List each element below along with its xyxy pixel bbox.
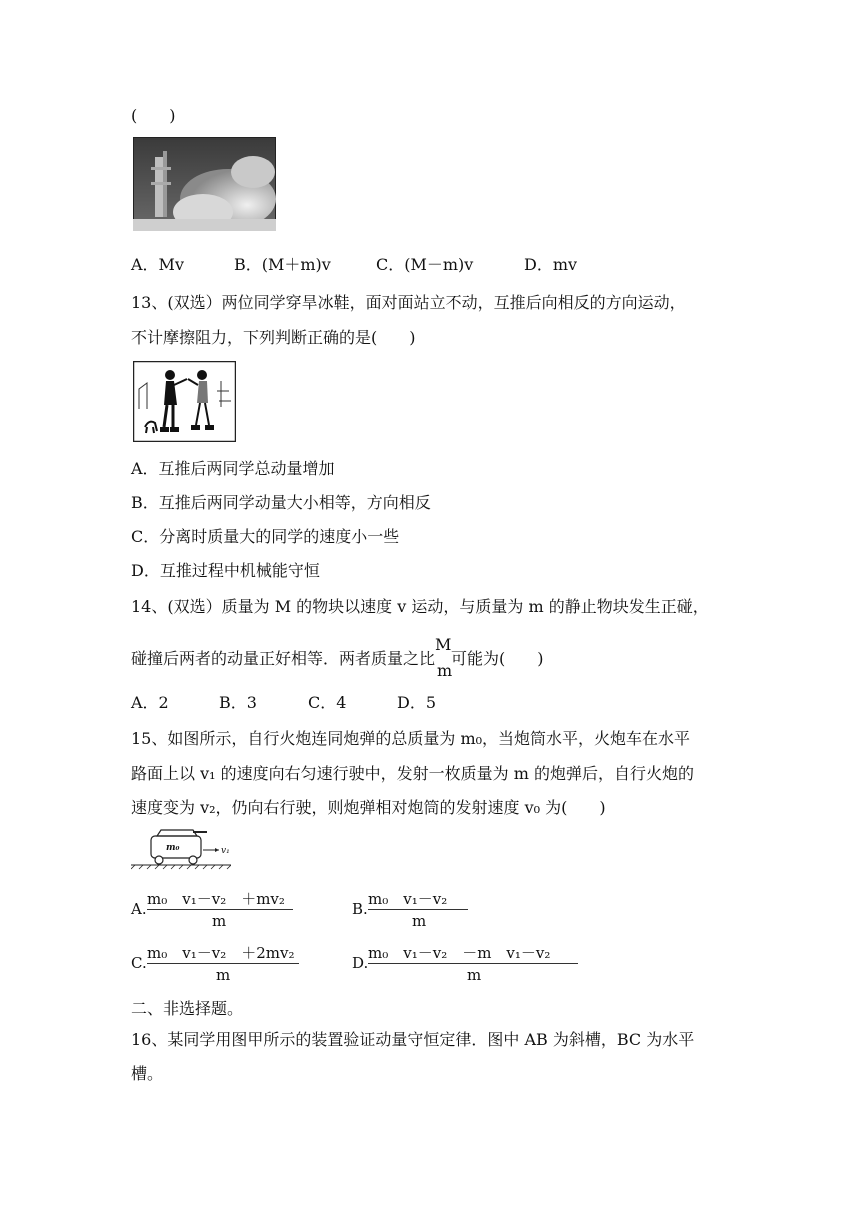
q15-option-c-numerator: m₀ v₁－v₂ ＋2mv₂ [147,944,295,962]
q14-fraction-numerator: M [435,635,452,654]
q15-option-d-label: D. [352,954,369,972]
q15-option-c-denominator: m [216,966,231,984]
q14-option-a[interactable]: A．2 [131,693,169,712]
q15-option-a-numerator: m₀ v₁－v₂ ＋mv₂ [147,890,285,908]
q15-option-a-fraction-bar [147,909,293,910]
q16-stem-line2: 槽。 [131,1064,164,1083]
q15-stem-line3: 速度变为 v₂，仍向右行驶，则炮弹相对炮筒的发射速度 v₀ 为( ) [131,798,606,817]
q13-option-a[interactable]: A．互推后两同学总动量增加 [131,459,335,478]
q13-option-c[interactable]: C．分离时质量大的同学的速度小一些 [131,527,400,546]
q12-option-c[interactable]: C．(M－m)v [376,255,474,274]
q12-options [131,255,577,275]
q12-option-a[interactable]: A．Mv [131,255,184,274]
q15-option-b-fraction-bar [368,909,468,910]
q15-option-d-denominator: m [467,966,482,984]
q14-option-c[interactable]: C．4 [308,693,347,712]
q15-option-b-numerator: m₀ v₁－v₂ [368,890,448,908]
vehicle-mass-label: m₀ [166,843,180,853]
q14-mass-ratio-fraction [435,635,453,680]
q15-option-d-fraction-bar [368,963,578,964]
q12-bracket: ( ) [131,106,176,125]
q15-option-b-label: B. [352,900,368,918]
q15-option-c-fraction-bar [147,963,299,964]
q16-stem-line1: 16、某同学用图甲所示的装置验证动量守恒定律．图中 AB 为斜槽，BC 为水平 [131,1030,695,1049]
q13-stem-line1: 13、(双选）两位同学穿旱冰鞋，面对面站立不动，互推后向相反的方向运动， [131,293,686,312]
q14-stem-line2 [131,635,544,680]
q12-option-d[interactable]: D．mv [524,255,578,274]
q14-stem-text: 碰撞后两者的动量正好相等．两者质量之比 [131,649,436,668]
q15-option-a-denominator: m [212,912,227,930]
q14-stem-tail: 可能为( ) [451,649,544,668]
rocket-launch-photo [133,137,276,231]
q14-stem-line1: 14、(双选）质量为 M 的物块以速度 v 运动，与质量为 m 的静止物块发生正碰， [131,597,709,616]
q14-fraction-denominator: m [437,661,453,680]
q15-stem-line2: 路面上以 v₁ 的速度向右匀速行驶中，发射一枚质量为 m 的炮弹后，自行火炮的 [131,764,694,783]
q15-option-c-label: C. [131,954,147,972]
q14-option-b[interactable]: B．3 [219,693,257,712]
vehicle-velocity-label: v₁ [221,846,230,856]
q14-option-d[interactable]: D．5 [397,693,437,712]
q13-option-b[interactable]: B．互推后两同学动量大小相等，方向相反 [131,493,431,512]
q13-stem-line2: 不计摩擦阻力，下列判断正确的是( ) [131,328,416,347]
q15-option-d-numerator: m₀ v₁－v₂ －m v₁－v₂ [368,944,551,962]
q15-stem-line1: 15、如图所示，自行火炮连同炮弹的总质量为 m₀，当炮筒水平，火炮车在水平 [131,729,691,748]
q12-option-b[interactable]: B．(M＋m)v [234,255,331,274]
artillery-vehicle-diagram [131,826,231,870]
q14-options [131,693,436,713]
q13-option-d[interactable]: D．互推过程中机械能守恒 [131,561,320,580]
section-heading: 二、非选择题。 [131,999,244,1018]
q15-option-a-label: A. [131,900,147,918]
q15-option-b-denominator: m [412,912,427,930]
skaters-illustration [133,361,236,442]
